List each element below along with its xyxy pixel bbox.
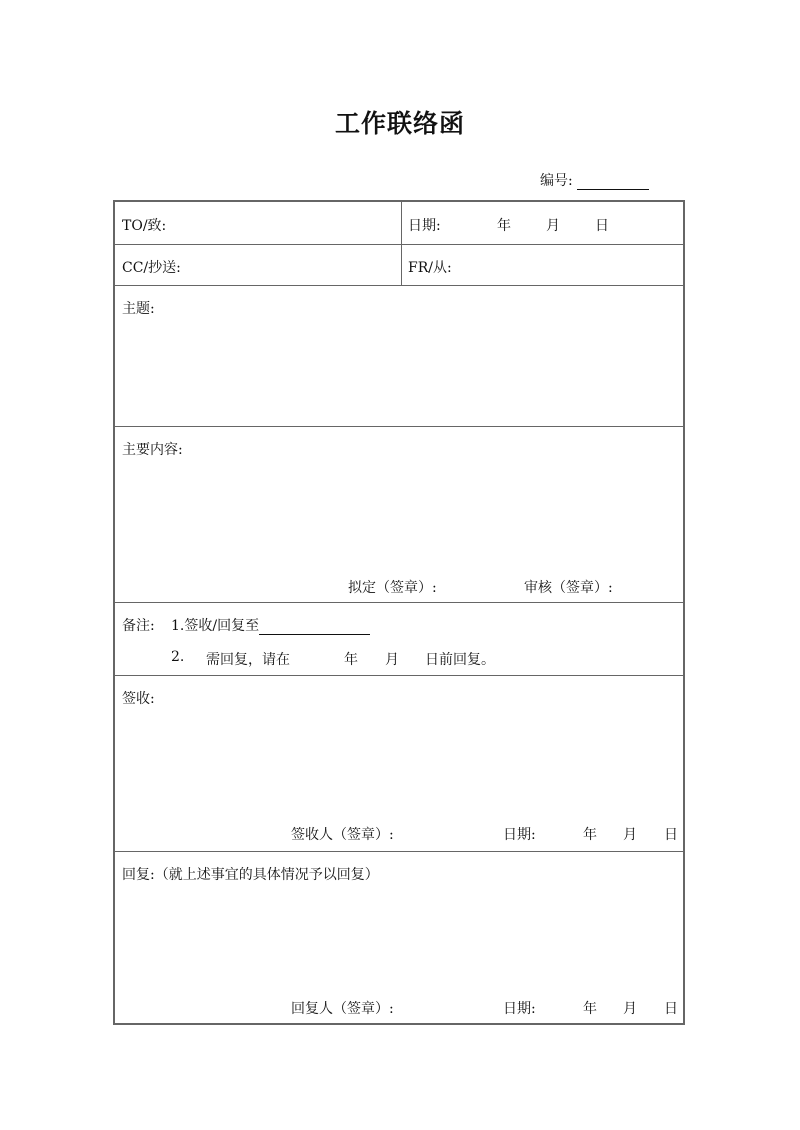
to-label: TO/致: — [122, 218, 167, 234]
receipt-section[interactable] — [115, 676, 683, 852]
to-date-row — [115, 202, 683, 245]
receipt-label: 签收: — [122, 691, 155, 707]
cc-label: CC/抄送: — [122, 260, 181, 276]
reply-day-label: 日 — [664, 1001, 678, 1017]
receipt-date-label: 日期: — [503, 827, 536, 843]
content-section[interactable] — [115, 427, 683, 603]
reply-to-field[interactable] — [259, 619, 370, 635]
document-number-label: 编号: — [540, 173, 573, 189]
receipt-signer-label: 签收人（签章）: — [291, 827, 394, 843]
reply-date-label: 日期: — [503, 1001, 536, 1017]
remarks-label: 备注: — [122, 618, 155, 634]
remarks-item-2-text-b: 日前回复。 — [425, 652, 495, 668]
reviewer-signature-label: 审核（签章）: — [524, 580, 613, 596]
reply-year-label: 年 — [583, 1001, 597, 1017]
subject-label: 主题: — [122, 301, 155, 317]
reply-section[interactable] — [115, 852, 683, 1023]
receipt-month-label: 月 — [623, 827, 637, 843]
remarks-item-1 — [171, 615, 370, 635]
subject-section[interactable] — [115, 286, 683, 427]
fr-label: FR/从: — [408, 260, 452, 276]
remarks-item-2-number: 2. — [171, 649, 185, 665]
document-number-field[interactable] — [577, 173, 649, 190]
remarks-item-2-year: 年 — [344, 652, 358, 668]
contact-form-table — [113, 200, 685, 1025]
receipt-year-label: 年 — [583, 827, 597, 843]
receipt-day-label: 日 — [664, 827, 678, 843]
remarks-item-2-month: 月 — [385, 652, 399, 668]
document-title: 工作联络函 — [334, 109, 465, 138]
cc-cell[interactable] — [115, 245, 402, 285]
reply-label: 回复:（就上述事宜的具体情况予以回复） — [122, 867, 379, 883]
date-label: 日期: — [408, 218, 441, 234]
remarks-item-1-text: 1.签收/回复至 — [171, 618, 260, 634]
date-year-label: 年 — [497, 218, 511, 234]
document-number-row — [540, 170, 649, 190]
drafter-signature-label: 拟定（签章）: — [348, 580, 437, 596]
remarks-item-2-text-a: 需回复，请在 — [206, 652, 290, 668]
reply-signer-label: 回复人（签章）: — [291, 1001, 394, 1017]
content-label: 主要内容: — [122, 442, 183, 458]
cc-fr-row — [115, 245, 683, 286]
date-month-label: 月 — [546, 218, 560, 234]
remarks-section — [115, 603, 683, 676]
date-cell[interactable] — [402, 202, 683, 244]
fr-cell[interactable] — [402, 245, 683, 285]
date-day-label: 日 — [595, 218, 609, 234]
to-cell[interactable] — [115, 202, 402, 244]
reply-month-label: 月 — [623, 1001, 637, 1017]
